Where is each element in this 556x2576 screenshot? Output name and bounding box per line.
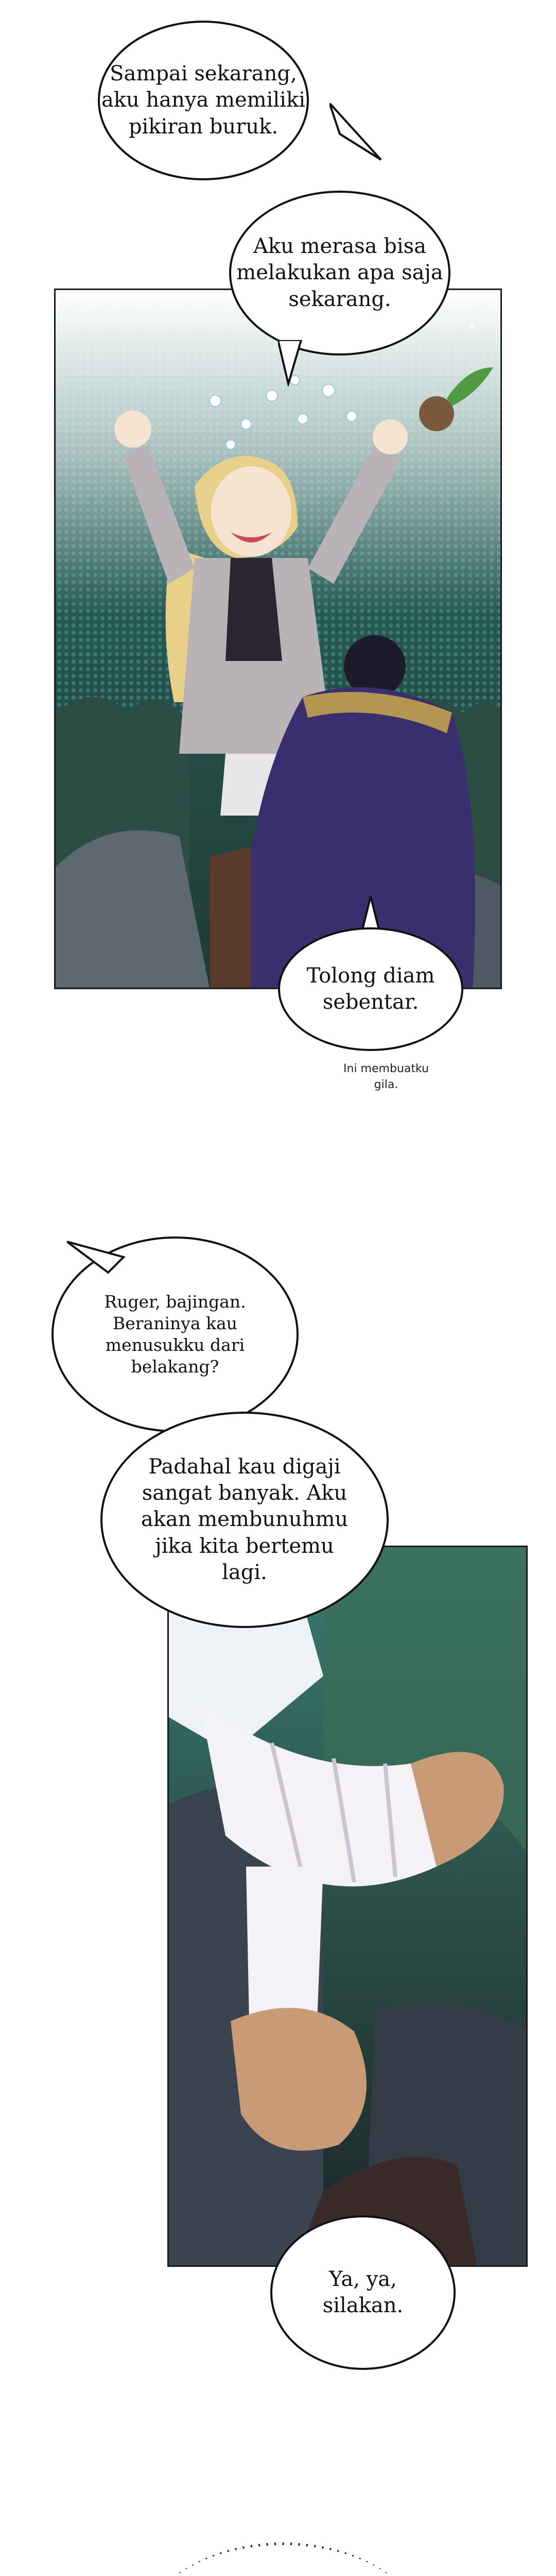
panel-2-art [169, 1547, 528, 2267]
speech-bubble-6 [270, 2215, 456, 2370]
burst-bubble-7 [77, 2504, 489, 2576]
speech-bubble-1-tail [329, 103, 391, 165]
panel-1-art [56, 290, 502, 989]
panel-2-handshake [167, 1546, 528, 2267]
speech-bubble-6-text: Ya, ya, silakan. [322, 2267, 404, 2317]
speech-bubble-2-tail [278, 340, 309, 386]
speech-bubble-3-text: Tolong diam sebentar. [306, 963, 435, 1014]
speech-bubble-2-text: Aku merasa bisa melakukan apa saja sekarang. [236, 234, 443, 311]
speech-bubble-3 [278, 927, 463, 1051]
whisper-text: Ini membuatku gila. [343, 1062, 429, 1091]
speech-bubble-4-text: Ruger, bajingan. Beraninya kau menusukku dari belakang? [104, 1291, 246, 1377]
speech-bubble-2 [229, 191, 450, 355]
watermark: ✦ [467, 321, 477, 334]
speech-bubble-1-text: Sampai sekarang, aku hanya memiliki pikiran buruk. [101, 62, 306, 139]
speech-bubble-5-text: Padahal kau digaji sangat banyak. Aku akan membunuhmu jika kita bertemu lagi. [141, 1455, 349, 1584]
speech-bubble-4-tail [67, 1236, 129, 1278]
panel-1-celebration [54, 289, 502, 989]
speech-bubble-1 [98, 21, 309, 180]
speech-bubble-5 [100, 1412, 389, 1628]
